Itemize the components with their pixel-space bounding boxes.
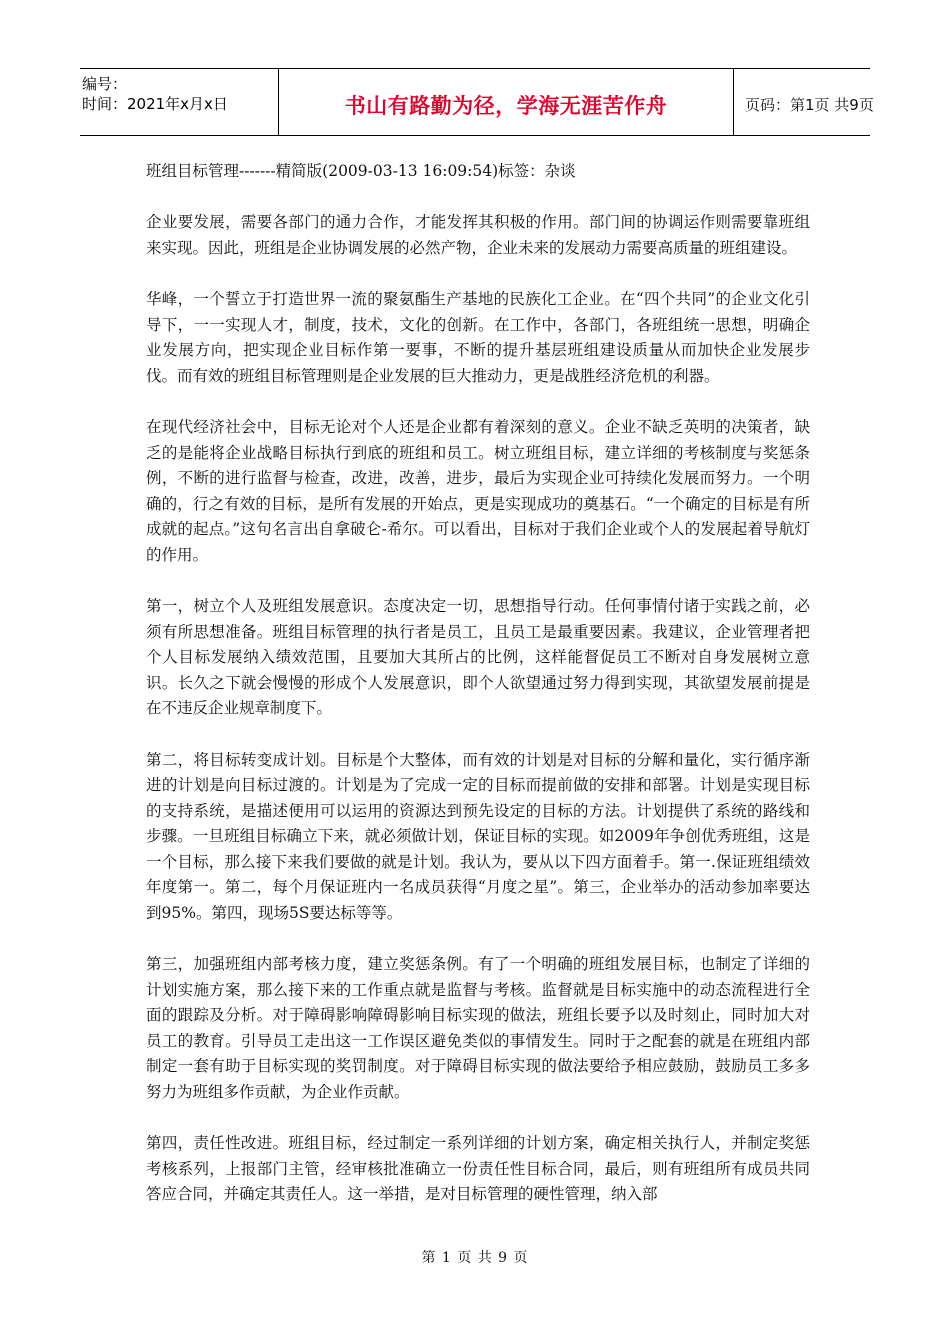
paragraph: 华峰，一个誓立于打造世界一流的聚氨酯生产基地的民族化工企业。在“四个共同”的企业文化引导下，一一实现人才，制度，技术，文化的创新。在工作中，各部门，各班组统一思想，明确企业发展方向，把实现企业目标作第一要事，不断的提升基层班组建设质量从而加快企业发展步伐。而有效的班组目标管理则是企业发展的巨大推动力，更是战胜经济危机的利器。 bbox=[146, 290, 810, 385]
header-page-info: 页码：第1页 共9页 bbox=[745, 96, 874, 114]
header-motto-cell bbox=[278, 69, 734, 135]
paragraph: 在现代经济社会中，目标无论对个人还是企业都有着深刻的意义。企业不缺乏英明的决策者，缺乏的是能将企业战略目标执行到底的班组和员工。树立班组目标，建立详细的考核制度与奖惩条例，不断的进行监督与检查，改进，改善，进步，最后为实现企业可持续化发展而努力。一个明确的，行之有效的目标，是所有发展的开始点，更是实现成功的奠基石。“一个确定的目标是有所成就的起点。”这句名言出自拿破仑-希尔。可以看出，目标对于我们企业或个人的发展起着导航灯的作用。 bbox=[146, 418, 810, 564]
document-number-label: 编号： bbox=[82, 75, 128, 93]
document-date: 时间：2021年x月x日 bbox=[82, 95, 228, 113]
header-meta-cell bbox=[80, 69, 278, 135]
document-subtitle: 班组目标管理-------精简版(2009-03-13 16:09:54)标签：杂谈 bbox=[146, 162, 576, 180]
page-footer: 第 1 页 共 9 页 bbox=[421, 1250, 529, 1266]
header-page-cell bbox=[733, 69, 874, 135]
paragraph: 第三，加强班组内部考核力度，建立奖惩条例。有了一个明确的班组发展目标，也制定了详细的计划实施方案，那么接下来的工作重点就是监督与考核。监督就是目标实施中的动态流程进行全面的跟踪及分析。对于障碍影响障碍影响目标实现的做法，班组长要予以及时刻止，同时加大对员工的教育。引导员工走出这一工作误区避免类似的事情发生。同时于之配套的就是在班组内部制定一套有助于目标实现的奖罚制度。对于障碍目标实现的做法要给予相应鼓励，鼓励员工多多努力为班组多作贡献，为企业作贡献。 bbox=[146, 955, 810, 1101]
paragraph: 第二，将目标转变成计划。目标是个大整体，而有效的计划是对目标的分解和量化，实行循序渐进的计划是向目标过渡的。计划是为了完成一定的目标而提前做的安排和部署。计划是实现目标的支持系统，是描述便用可以运用的资源达到预先设定的目标的方法。计划提供了系统的路线和步骤。一旦班组目标确立下来，就必须做计划，保证目标的实现。如2009年争创优秀班组，这是一个目标，那么接下来我们要做的就是计划。我认为，要从以下四方面着手。第一.保证班组绩效年度第一。第二，每个月保证班内一名成员获得“月度之星”。第三，企业举办的活动参加率要达到95%。第四，现场5S要达标等等。 bbox=[146, 750, 810, 922]
paragraph: 第一，树立个人及班组发展意识。态度决定一切，思想指导行动。任何事情付诸于实践之前，必须有所思想准备。班组目标管理的执行者是员工，且员工是最重要因素。我建议，企业管理者把个人目标发展纳入绩效范围，且要加大其所占的比例，这样能督促员工不断对自身发展树立意识。长久之下就会慢慢的形成个人发展意识，即个人欲望通过努力得到实现，其欲望发展前提是在不违反企业规章制度下。 bbox=[146, 597, 810, 717]
paragraph: 企业要发展，需要各部门的通力合作，才能发挥其积极的作用。部门间的协调运作则需要靠班组来实现。因此，班组是企业协调发展的必然产物，企业未来的发展动力需要高质量的班组建设。 bbox=[146, 213, 810, 257]
paragraph: 第四，责任性改进。班组目标，经过制定一系列详细的计划方案，确定相关执行人，并制定奖惩考核系列，上报部门主管，经审核批准确立一份责任性目标合同，最后，则有班组所有成员共同答应合同，并确定其责任人。这一举措，是对目标管理的硬性管理，纳入部 bbox=[146, 1134, 810, 1203]
document-body bbox=[146, 158, 810, 1234]
document-header bbox=[80, 68, 874, 136]
header-motto: 书山有路勤为径，学海无涯苦作舟 bbox=[344, 94, 668, 118]
